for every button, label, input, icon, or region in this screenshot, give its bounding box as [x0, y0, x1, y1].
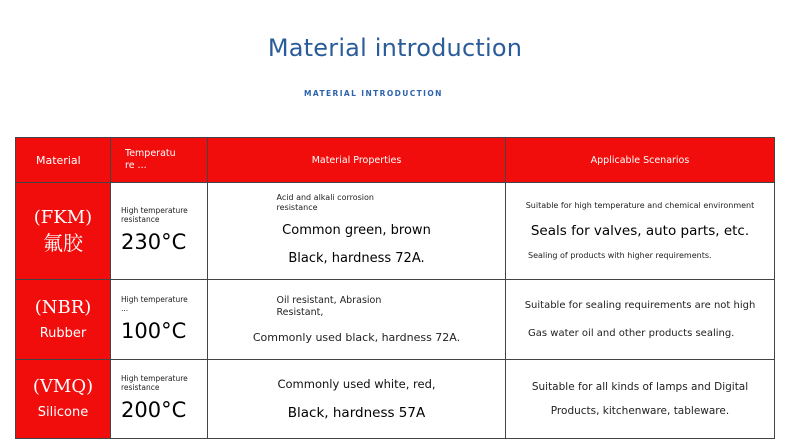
- scenarios-cell: [506, 183, 775, 280]
- page-title: Material introduction: [267, 34, 523, 62]
- table-row: [16, 280, 775, 360]
- scenarios-cell: [506, 280, 775, 360]
- properties-cell: [208, 280, 506, 360]
- temperature-cell: [111, 183, 208, 280]
- temperature-value: 200°C: [121, 398, 187, 422]
- header-material: Material: [16, 138, 111, 183]
- page-subtitle: MATERIAL INTRODUCTION: [304, 90, 443, 98]
- scenario-line: Gas water oil and other products sealing.: [528, 327, 735, 339]
- table-header-row: [16, 138, 775, 183]
- material-chinese-name: 氟胶: [43, 231, 83, 255]
- scenario-line: Suitable for high temperature and chemical environment: [525, 201, 755, 210]
- material-table: [15, 137, 775, 439]
- scenarios-cell: [506, 360, 775, 439]
- header-temperature: Temperatu re ...: [111, 138, 208, 183]
- temperature-label: High temperature resistance: [121, 374, 188, 392]
- temperature-value: 100°C: [121, 318, 187, 343]
- temperature-cell: [111, 280, 208, 360]
- temperature-cell: [111, 360, 208, 439]
- scenario-line: Suitable for all kinds of lamps and Digital: [531, 381, 749, 393]
- temperature-label: High temperature resistance: [121, 206, 188, 224]
- material-name: Rubber: [39, 325, 87, 341]
- scenario-line: Suitable for sealing requirements are not high: [524, 299, 756, 311]
- temperature-value: 230°C: [121, 230, 187, 254]
- table-row: [16, 183, 775, 280]
- scenario-line: Products, kitchenware, tableware.: [550, 405, 730, 417]
- property-line: Oil resistant, Abrasion Resistant,: [276, 294, 382, 318]
- header-scenarios: Applicable Scenarios: [506, 138, 775, 183]
- scenario-line: Seals for valves, auto parts, etc.: [530, 223, 750, 239]
- property-line: Commonly used white, red,: [277, 377, 436, 391]
- header-properties: Material Properties: [208, 138, 506, 183]
- property-line: Commonly used black, hardness 72A.: [252, 330, 461, 344]
- temperature-label: High temperature ...: [121, 294, 188, 313]
- material-cell: [16, 280, 111, 360]
- material-cell: [16, 360, 111, 439]
- material-code: (VMQ): [32, 376, 94, 397]
- property-line: Black, hardness 57A: [287, 405, 426, 421]
- material-name: Silicone: [37, 405, 89, 420]
- properties-cell: [208, 360, 506, 439]
- property-line: Acid and alkali corrosion resistance: [276, 193, 374, 212]
- property-line: Common green, brown: [282, 223, 431, 238]
- material-code: (FKM): [33, 207, 93, 228]
- material-code: (NBR): [34, 296, 92, 318]
- scenario-line: Sealing of products with higher requirements.: [528, 251, 712, 260]
- table-row: [16, 360, 775, 439]
- material-cell: [16, 183, 111, 280]
- property-line: Black, hardness 72A.: [288, 251, 425, 266]
- properties-cell: [208, 183, 506, 280]
